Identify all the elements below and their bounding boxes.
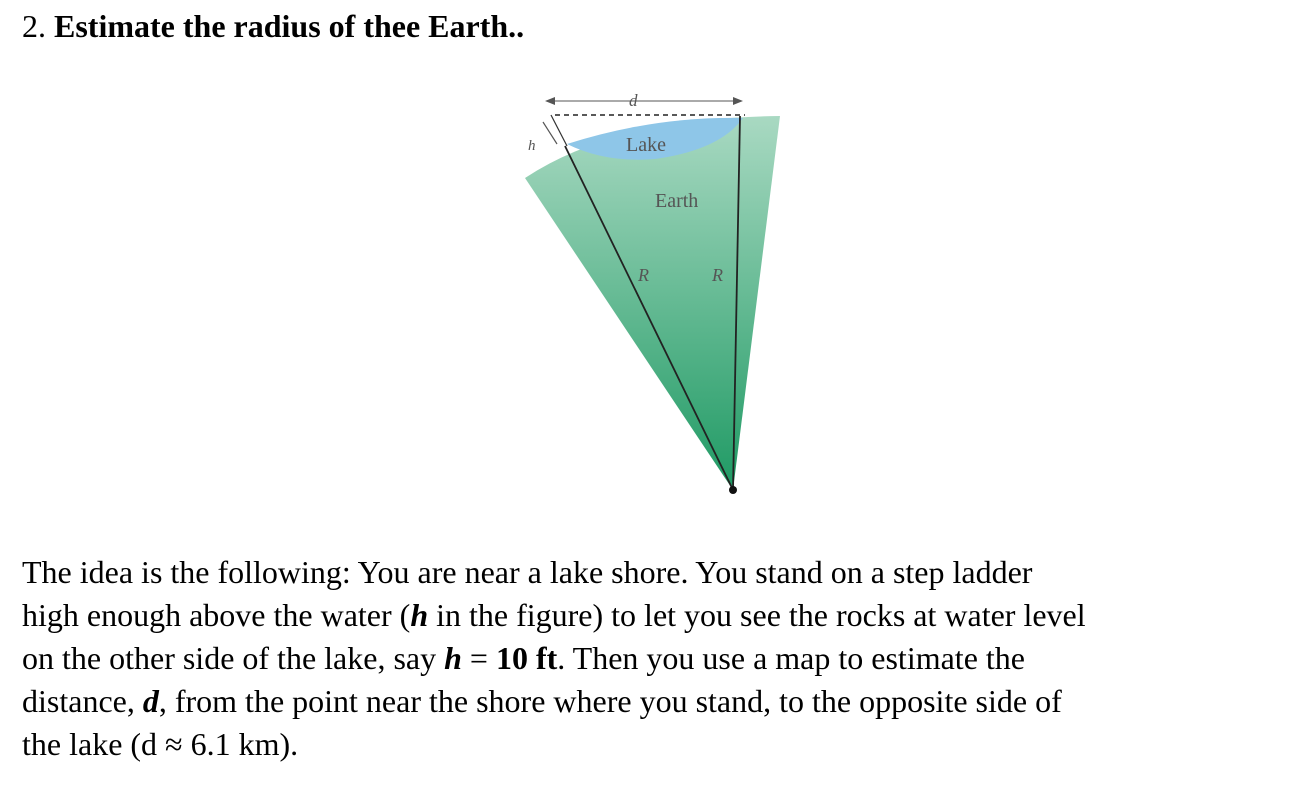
radius-label-right: R: [712, 265, 723, 285]
d-arrow-right-head: [733, 97, 743, 105]
h-label: h: [528, 138, 536, 154]
h-variable: h: [410, 597, 429, 633]
earth-center-dot: [729, 486, 737, 494]
paragraph-text: high enough above the water (: [22, 597, 411, 633]
problem-heading: [22, 4, 524, 48]
ladder: [551, 115, 567, 146]
paragraph-text: . Then you use a map to estimate the: [557, 640, 1025, 676]
problem-number: 2.: [22, 8, 46, 44]
paragraph-text: distance,: [22, 683, 143, 719]
d-label: d: [629, 91, 638, 110]
paragraph-line-5: the lake (d ≈ 6.1 km).: [22, 726, 299, 762]
h-value: 10 ft: [495, 640, 558, 676]
equals-sign: =: [461, 640, 496, 676]
paragraph-line-2: [22, 594, 1292, 637]
paragraph-text: , from the point near the shore where you stand, to the opposite side of: [158, 683, 1062, 719]
figure-svg: [515, 88, 795, 503]
d-variable: d: [142, 683, 159, 719]
lake-label: Lake: [626, 134, 666, 156]
paragraph-line-1: The idea is the following: You are near a lake shore. You stand on a step ladder: [22, 554, 1033, 590]
earth-label: Earth: [655, 190, 699, 212]
problem-title: Estimate the radius of thee Earth..: [54, 8, 525, 44]
paragraph-line-4: [22, 680, 1292, 723]
paragraph-text: in the figure) to let you see the rocks at water level: [428, 597, 1086, 633]
paragraph-text: on the other side of the lake, say: [22, 640, 445, 676]
problem-paragraph: [22, 551, 1292, 766]
h-marker: [543, 122, 557, 144]
paragraph-line-3: [22, 637, 1292, 680]
h-variable: h: [444, 640, 462, 676]
radius-label-left: R: [638, 265, 649, 285]
earth-radius-figure: [515, 88, 795, 503]
earth-wedge: [525, 116, 780, 490]
d-arrow-left-head: [545, 97, 555, 105]
